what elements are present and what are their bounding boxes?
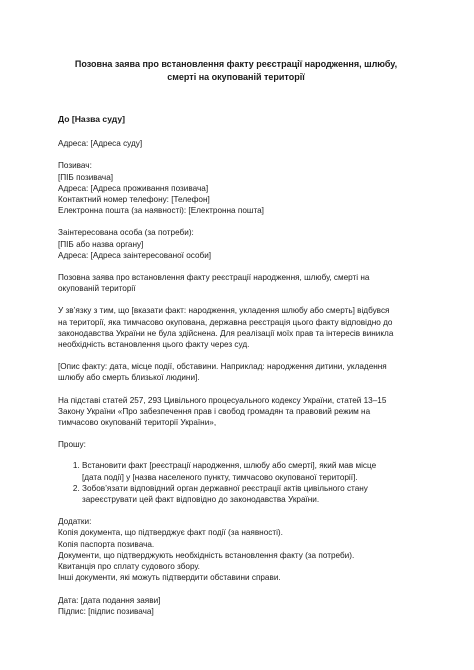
attachment-item: Копія паспорта позивача. <box>58 539 155 549</box>
title-line-2: смерті на окупованій території <box>167 71 305 82</box>
court-name: До [Назва суду] <box>58 114 125 124</box>
plaintiff-address: Адреса: [Адреса проживання позивача] <box>58 183 209 193</box>
request-2-line-1: 2. Зобов’язати відповідний орган державної реєстрації актів цивільного стану <box>82 483 368 493</box>
subject-line-2: окупованій території <box>58 284 136 294</box>
document-title <box>58 58 414 83</box>
para2-line-2: шлюбу або смерть близької людини]. <box>58 373 200 383</box>
para1-line-1: У зв’язку з тим, що [вказати факт: народження, укладення шлюбу або смерть] відбувся <box>58 306 390 316</box>
plaintiff-heading: Позивач: <box>58 161 92 171</box>
para3-line-3: тимчасово окупованій території України», <box>58 418 217 428</box>
attachment-item: Квитанція про сплату судового збору. <box>58 562 200 572</box>
attachments-block <box>58 516 414 583</box>
plaintiff-block <box>58 160 414 216</box>
attachments-heading: Додатки: <box>58 517 92 527</box>
interested-heading: Заінтересована особа (за потреби): <box>58 228 194 238</box>
interested-address: Адреса: [Адреса заінтересованої особи] <box>58 250 212 260</box>
plaintiff-phone: Контактний номер телефону: [Телефон] <box>58 195 210 205</box>
para3-line-2: Закону України «Про забезпечення прав і свобод громадян та правовий режим на <box>58 406 371 416</box>
request-heading: Прошу: <box>58 440 86 450</box>
plaintiff-name: [ПІБ позивача] <box>58 172 114 182</box>
attachment-item: Документи, що підтверджують необхідність встановлення факту (за потреби). <box>58 550 355 560</box>
request-item-2 <box>82 483 414 505</box>
circumstances-paragraph <box>58 305 414 350</box>
para2-line-1: [Опис факту: дата, місце події, обставини. Наприклад: народження дитини, укладення <box>58 362 387 372</box>
request-1-line-2: [дата події] у [назва населеного пункту, тимчасово окупованої території]. <box>82 472 358 482</box>
request-list <box>58 460 414 505</box>
interested-name: [ПІБ або назва органу] <box>58 239 144 249</box>
court-address: Адреса: [Адреса суду] <box>58 139 143 149</box>
request-2-line-2: зареєструвати цей факт відповідно до законодавства України. <box>82 495 320 505</box>
title-line-1: Позовна заява про встановлення факту реєстрації народження, шлюбу, <box>74 59 398 69</box>
request-item-1 <box>82 460 414 482</box>
subject-paragraph <box>58 272 414 294</box>
fact-description-paragraph <box>58 361 414 383</box>
para1-line-4: необхідність встановлення цього факту через суд. <box>58 340 250 350</box>
interested-party-block <box>58 227 414 261</box>
para1-line-2: на території, яка тимчасово окупована, державна реєстрація цього факту відповідно до <box>58 317 393 327</box>
attachment-item: Інші документи, які можуть підтвердити обставини справи. <box>58 573 281 583</box>
legal-basis-paragraph <box>58 395 414 429</box>
para3-line-1: На підставі статей 257, 293 Цивільного процесуального кодексу України, статей 13–15 <box>58 395 387 405</box>
attachment-item: Копія документа, що підтверджує факт події (за наявності). <box>58 528 283 538</box>
request-1-line-1: 1. Встановити факт [реєстрації народження, шлюбу або смерті], який мав місце <box>82 461 377 471</box>
signature-line: Підпис: [підпис позивача] <box>58 606 154 616</box>
para1-line-3: законодавства України не була здійснена. Для реалізації моїх прав та інтересів виникла <box>58 328 394 338</box>
subject-line-1: Позовна заява про встановлення факту реєстрації народження, шлюбу, смерті на <box>58 273 370 283</box>
plaintiff-email: Електронна пошта (за наявності): [Електронна пошта] <box>58 206 264 216</box>
date-line: Дата: [дата подання заяви] <box>58 595 161 605</box>
